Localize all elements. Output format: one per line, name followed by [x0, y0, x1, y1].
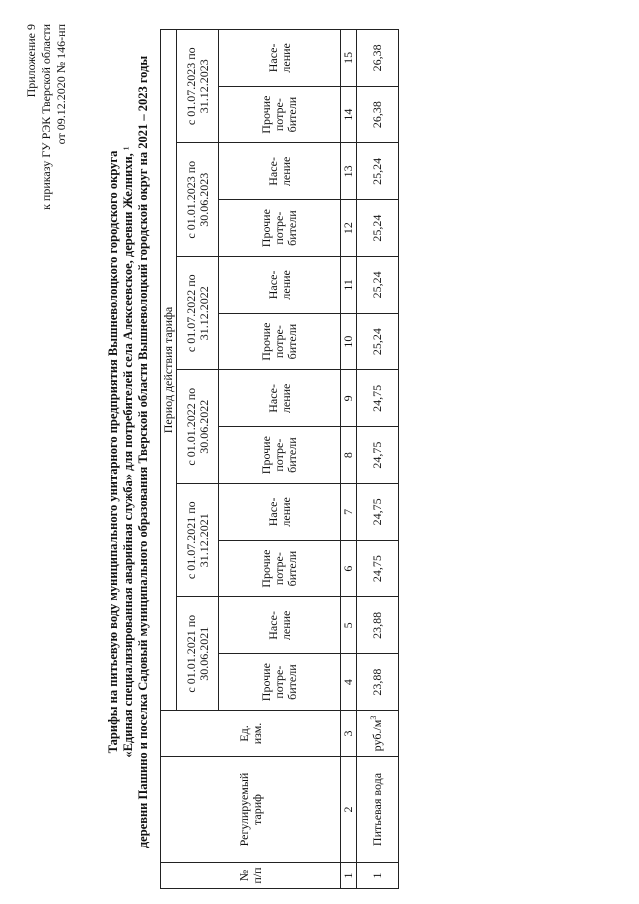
- consumer-population: Насе-ление: [219, 30, 341, 87]
- appendix-date: от 09.12.2020 № 146-нп: [54, 24, 68, 145]
- consumer-other: Прочие потре-бители: [219, 86, 341, 143]
- tariff-table: [160, 29, 399, 889]
- consumer-other: Прочие потре-бители: [219, 427, 341, 484]
- column-number: 8: [341, 427, 357, 484]
- column-number: 15: [341, 30, 357, 87]
- appendix-reference: [24, 24, 69, 224]
- table-row: [357, 30, 399, 889]
- column-number: 13: [341, 143, 357, 200]
- consumer-population: Насе-ление: [219, 484, 341, 541]
- tariff-value: 25,24: [357, 200, 399, 257]
- column-number: 9: [341, 370, 357, 427]
- tariff-value: 26,38: [357, 86, 399, 143]
- row-unit-text: руб./м: [370, 719, 384, 752]
- header-number: № п/п: [161, 863, 341, 889]
- period-2022-h1: с 01.01.2022 по 30.06.2022: [177, 370, 219, 484]
- period-2023-h2: с 01.07.2023 по 31.12.2023: [177, 30, 219, 144]
- row-unit: [357, 711, 399, 757]
- tariff-value: 25,24: [357, 257, 399, 314]
- tariff-value: 26,38: [357, 30, 399, 87]
- column-number: 14: [341, 86, 357, 143]
- title-line-2-mark: ¹: [121, 146, 135, 151]
- tariff-value: 23,88: [357, 654, 399, 711]
- tariff-value: 24,75: [357, 540, 399, 597]
- title-line-2-text: «Единая специализированная аварийная служба» для потребителей села Алексеевское, деревни Желнихи,: [121, 153, 135, 758]
- header-period: Период действия тарифа: [161, 30, 177, 711]
- row-number: 1: [357, 863, 399, 889]
- column-number: 3: [341, 711, 357, 757]
- column-number: 12: [341, 200, 357, 257]
- row-unit-exponent: 3: [369, 715, 378, 720]
- appendix-number: Приложение 9: [24, 24, 38, 98]
- table-header-row-period: [161, 30, 177, 889]
- column-number: 1: [341, 863, 357, 889]
- document-title: [106, 50, 151, 854]
- header-unit: Ед. изм.: [161, 711, 341, 757]
- appendix-order: к приказу ГУ РЭК Тверской области: [39, 24, 53, 210]
- table-column-numbers-row: [341, 30, 357, 889]
- tariff-value: 25,24: [357, 143, 399, 200]
- tariff-value: 24,75: [357, 484, 399, 541]
- column-number: 5: [341, 597, 357, 654]
- period-2023-h1: с 01.01.2023 по 30.06.2023: [177, 143, 219, 257]
- title-line-1: Тарифы на питьевую воду муниципального унитарного предприятия Вышневолоцкого городского округа: [106, 150, 120, 754]
- column-number: 7: [341, 484, 357, 541]
- column-number: 4: [341, 654, 357, 711]
- consumer-other: Прочие потре-бители: [219, 654, 341, 711]
- tariff-value: 25,24: [357, 313, 399, 370]
- header-tariff: Регулируемый тариф: [161, 757, 341, 863]
- column-number: 11: [341, 257, 357, 314]
- consumer-other: Прочие потре-бители: [219, 313, 341, 370]
- consumer-population: Насе-ление: [219, 143, 341, 200]
- tariff-value: 24,75: [357, 427, 399, 484]
- period-2021-h1: с 01.01.2021 по 30.06.2021: [177, 597, 219, 711]
- tariff-value: 24,75: [357, 370, 399, 427]
- title-line-3: деревни Пашино и поселка Садовый муниципального образования Тверской области Вышневолоцкий городской округ на 2021 – 2023 годы: [136, 55, 150, 849]
- consumer-population: Насе-ление: [219, 597, 341, 654]
- column-number: 2: [341, 757, 357, 863]
- consumer-population: Насе-ление: [219, 257, 341, 314]
- period-2022-h2: с 01.07.2022 по 31.12.2022: [177, 257, 219, 371]
- row-tariff-name: Питьевая вода: [357, 757, 399, 863]
- consumer-other: Прочие потре-бители: [219, 200, 341, 257]
- consumer-other: Прочие потре-бители: [219, 540, 341, 597]
- column-number: 10: [341, 313, 357, 370]
- tariff-value: 23,88: [357, 597, 399, 654]
- consumer-population: Насе-ление: [219, 370, 341, 427]
- title-line-2: [121, 50, 136, 854]
- column-number: 6: [341, 540, 357, 597]
- period-2021-h2: с 01.07.2021 по 31.12.2021: [177, 484, 219, 598]
